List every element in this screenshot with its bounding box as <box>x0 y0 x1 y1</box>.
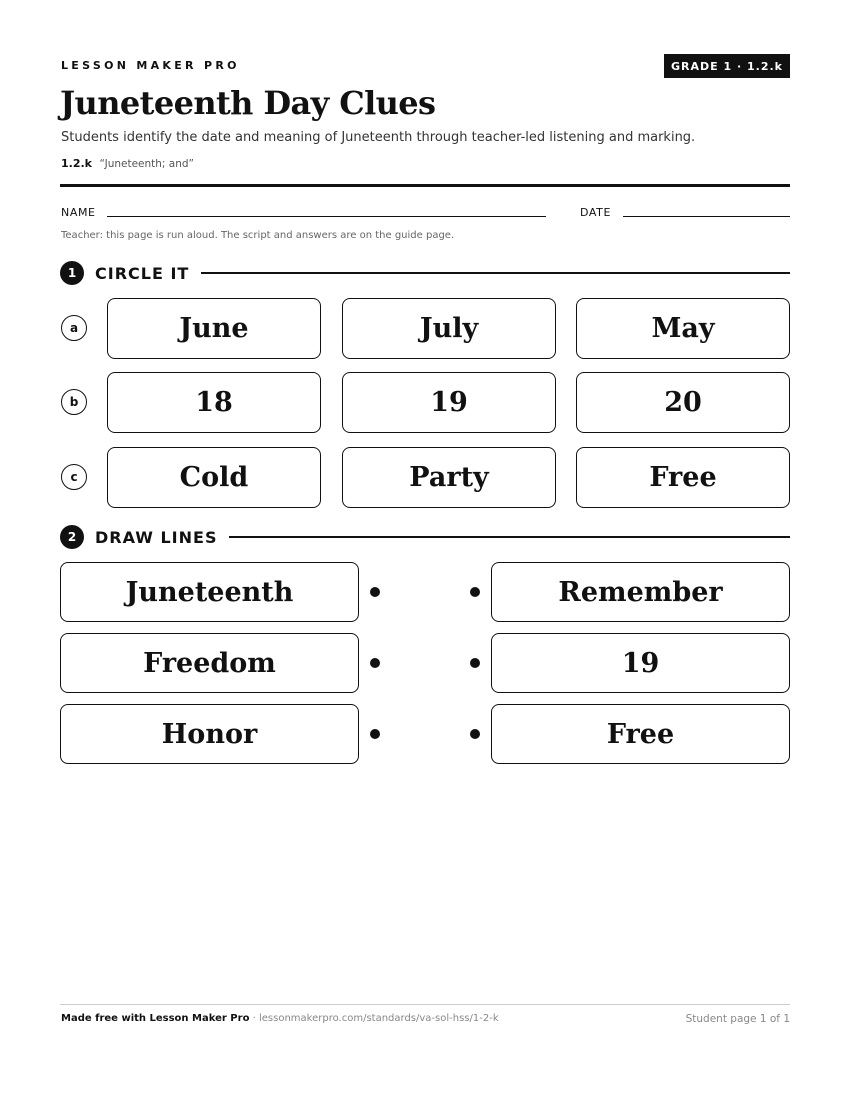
circle-option-20[interactable]: 20 <box>576 372 790 433</box>
circle-option-may[interactable]: May <box>576 298 790 359</box>
standard-code: 1.2.k <box>61 157 92 170</box>
standard-reference <box>61 157 194 170</box>
match-right-free: Free <box>491 704 790 764</box>
section-title: DRAW LINES <box>95 527 218 547</box>
brand-name: LESSON MAKER PRO <box>61 59 240 72</box>
page-subtitle: Students identify the date and meaning of Juneteenth through teacher-led listening and marking. <box>61 130 696 145</box>
name-label: NAME <box>61 206 96 219</box>
footer-page-label: Student page 1 of 1 <box>685 1013 790 1025</box>
section-circle-it-heading <box>60 261 790 285</box>
section-rule <box>229 536 790 538</box>
match-dot-left-3[interactable] <box>370 729 380 739</box>
date-field[interactable] <box>623 216 790 217</box>
circle-option-18[interactable]: 18 <box>107 372 321 433</box>
match-right-19: 19 <box>491 633 790 693</box>
section-number-badge: 1 <box>60 261 84 285</box>
standard-quote: “Juneteenth; and” <box>99 158 194 170</box>
circle-option-19[interactable]: 19 <box>342 372 556 433</box>
footer-separator: · <box>249 1013 259 1024</box>
footer-credit <box>61 1013 499 1024</box>
match-left-juneteenth: Juneteenth <box>60 562 359 622</box>
match-left-honor: Honor <box>60 704 359 764</box>
circle-option-free[interactable]: Free <box>576 447 790 508</box>
match-dot-right-2[interactable] <box>470 658 480 668</box>
name-field[interactable] <box>107 216 546 217</box>
footer-made-with: Made free with Lesson Maker Pro <box>61 1013 250 1024</box>
date-label: DATE <box>580 206 612 219</box>
section-rule <box>201 272 790 274</box>
footer-divider <box>60 1004 790 1005</box>
match-dot-right-3[interactable] <box>470 729 480 739</box>
row-letter-a: a <box>61 315 87 341</box>
section-title: CIRCLE IT <box>95 263 190 283</box>
match-dot-left-2[interactable] <box>370 658 380 668</box>
footer-url[interactable]: lessonmakerpro.com/standards/va-sol-hss/1-2-k <box>258 1013 499 1024</box>
row-letter-b: b <box>61 389 87 415</box>
section-number-badge: 2 <box>60 525 84 549</box>
circle-option-july[interactable]: July <box>342 298 556 359</box>
header-divider <box>60 184 790 187</box>
teacher-note: Teacher: this page is run aloud. The script and answers are on the guide page. <box>61 230 455 241</box>
circle-option-cold[interactable]: Cold <box>107 447 321 508</box>
grade-badge: GRADE 1 · 1.2.k <box>664 54 790 78</box>
page-title: Juneteenth Day Clues <box>60 84 436 122</box>
match-dot-right-1[interactable] <box>470 587 480 597</box>
circle-option-june[interactable]: June <box>107 298 321 359</box>
section-draw-lines-heading <box>60 525 790 549</box>
match-right-remember: Remember <box>491 562 790 622</box>
circle-option-party[interactable]: Party <box>342 447 556 508</box>
row-letter-c: c <box>61 464 87 490</box>
match-left-freedom: Freedom <box>60 633 359 693</box>
match-dot-left-1[interactable] <box>370 587 380 597</box>
